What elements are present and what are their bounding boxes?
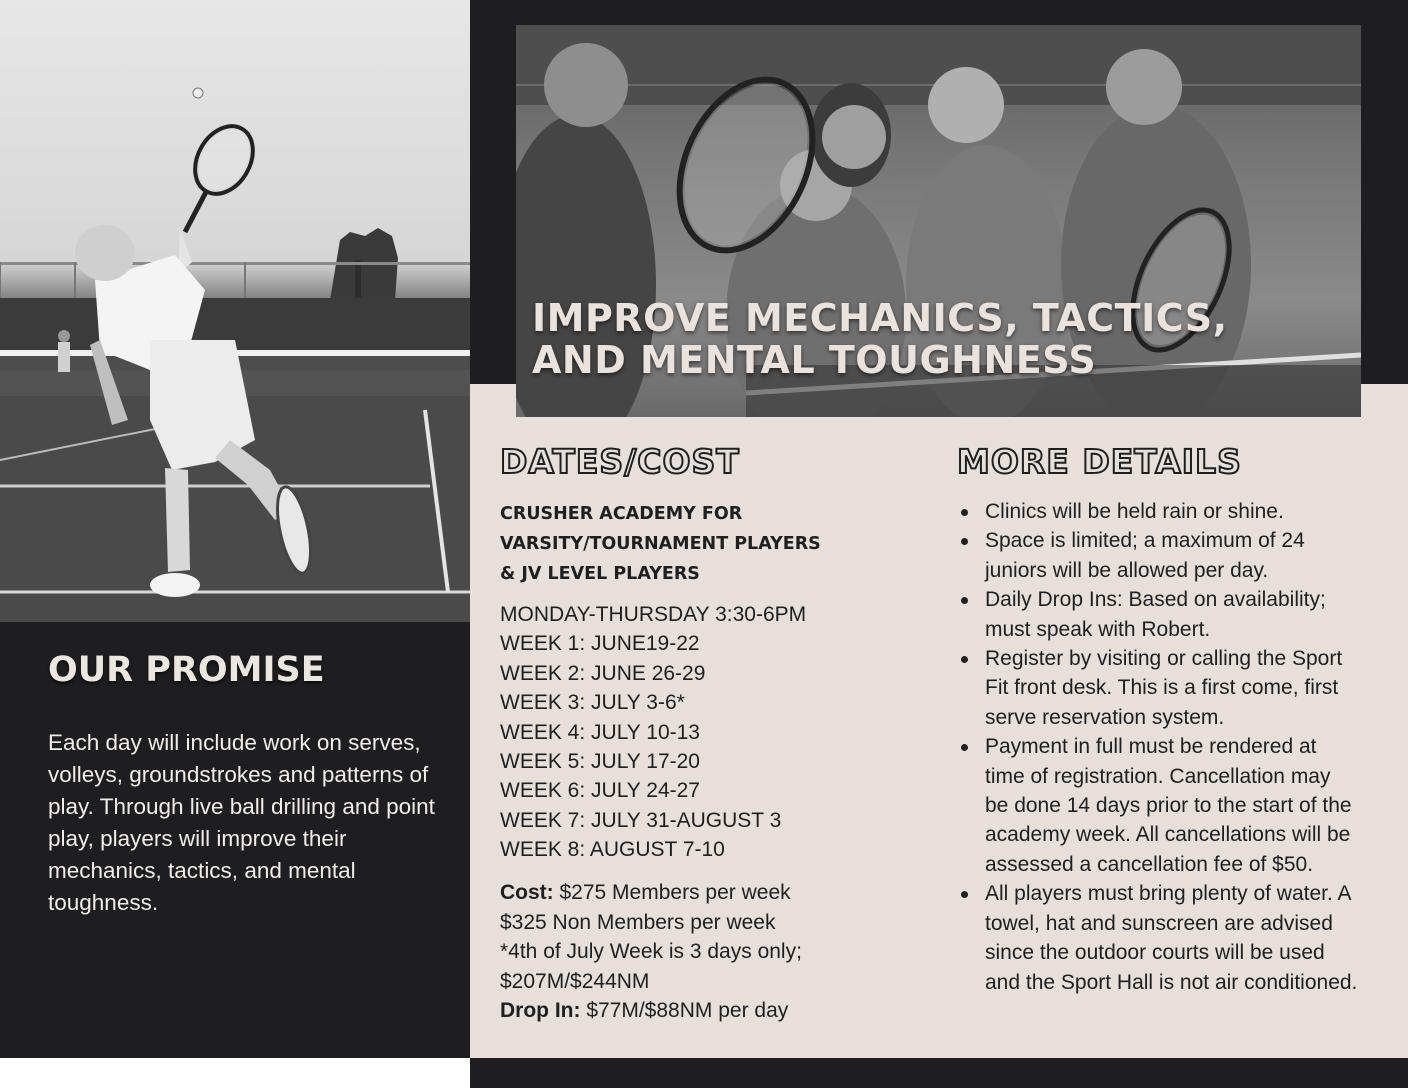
details-line: since the outdoor courts will be used bbox=[985, 941, 1325, 965]
hero-title-line-1: IMPROVE MECHANICS, TACTICS, bbox=[532, 296, 1228, 340]
schedule-week: WEEK 7: JULY 31-AUGUST 3 bbox=[500, 808, 782, 832]
dropin-price: $77M/$88NM per day bbox=[580, 999, 789, 1023]
tennis-serve-photo bbox=[0, 0, 470, 622]
academy-title-line: VARSITY/TOURNAMENT PLAYERS bbox=[500, 534, 821, 554]
details-line: serve reservation system. bbox=[985, 705, 1225, 729]
details-line: Daily Drop Ins: Based on availability; bbox=[985, 588, 1326, 612]
cost-july-note: *4th of July Week is 3 days only; bbox=[500, 940, 802, 964]
details-line: All players must bring plenty of water. A bbox=[985, 882, 1352, 906]
details-line: Clinics will be held rain or shine. bbox=[985, 500, 1284, 523]
details-item bbox=[957, 497, 1397, 526]
cost-member-price: $275 Members per week bbox=[553, 881, 791, 904]
details-line: towel, hat and sunscreen are advised bbox=[985, 911, 1333, 935]
details-item bbox=[957, 585, 1397, 644]
bullet-icon bbox=[961, 891, 968, 898]
junior-players-photo bbox=[516, 25, 1361, 417]
bullet-icon bbox=[961, 597, 968, 604]
bullet-icon bbox=[961, 656, 968, 663]
cost-block bbox=[500, 878, 802, 1026]
schedule-week: WEEK 1: JUNE19-22 bbox=[500, 632, 700, 656]
details-line: be done 14 days prior to the start of the bbox=[985, 794, 1352, 818]
details-item bbox=[957, 526, 1397, 585]
right-bottom-band bbox=[470, 1058, 1408, 1088]
details-line: Space is limited; a maximum of 24 bbox=[985, 529, 1305, 553]
page-bottom-margin bbox=[0, 1058, 470, 1088]
details-list bbox=[957, 497, 1397, 997]
details-line: Fit front desk. This is a first come, first bbox=[985, 676, 1339, 700]
our-promise-heading: OUR PROMISE bbox=[48, 650, 325, 690]
cost-line bbox=[500, 878, 802, 908]
details-line: and the Sport Hall is not air conditioned. bbox=[985, 970, 1358, 994]
academy-title bbox=[500, 499, 880, 589]
cost-label: Cost: bbox=[500, 881, 554, 904]
details-line: academy week. All cancellations will be bbox=[985, 823, 1351, 847]
details-line: assessed a cancellation fee of $50. bbox=[985, 852, 1314, 876]
academy-title-line: CRUSHER ACADEMY FOR bbox=[500, 504, 743, 524]
schedule-week: WEEK 4: JULY 10-13 bbox=[500, 720, 700, 744]
details-line: time of registration. Cancellation may bbox=[985, 764, 1331, 788]
cost-nonmember-price: $325 Non Members per week bbox=[500, 910, 776, 934]
details-item bbox=[957, 879, 1397, 997]
dropin-line bbox=[500, 996, 802, 1026]
dates-cost-heading: DATES/COST bbox=[500, 442, 740, 481]
hero-title-line-2: AND MENTAL TOUGHNESS bbox=[532, 338, 1097, 382]
hero-title bbox=[532, 297, 1228, 381]
more-details-heading: MORE DETAILS bbox=[957, 442, 1242, 481]
details-item bbox=[957, 644, 1397, 732]
schedule-week: WEEK 6: JULY 24-27 bbox=[500, 779, 700, 803]
schedule-days: MONDAY-THURSDAY 3:30-6PM bbox=[500, 603, 807, 626]
cost-july-price: $207M/$244NM bbox=[500, 969, 650, 993]
tennis-serve-illustration bbox=[0, 0, 470, 622]
bullet-icon bbox=[961, 538, 968, 545]
bullet-icon bbox=[961, 744, 968, 751]
details-line: Register by visiting or calling the Sport bbox=[985, 647, 1343, 671]
details-line: Payment in full must be rendered at bbox=[985, 735, 1317, 759]
dropin-label: Drop In: bbox=[500, 999, 581, 1023]
schedule-week: WEEK 3: JULY 3-6* bbox=[500, 691, 685, 715]
details-line: must speak with Robert. bbox=[985, 617, 1211, 641]
details-line: juniors will be allowed per day. bbox=[985, 558, 1269, 582]
our-promise-text: Each day will include work on serves, volleys, groundstrokes and patterns of play. Through live ball drilling and point play, players will improve their mechanics, tactics, and mental toughness. bbox=[48, 730, 435, 915]
schedule-week: WEEK 5: JULY 17-20 bbox=[500, 750, 700, 774]
details-item bbox=[957, 732, 1397, 879]
bullet-icon bbox=[961, 509, 968, 516]
schedule-week: WEEK 2: JUNE 26-29 bbox=[500, 661, 706, 685]
schedule-week: WEEK 8: AUGUST 7-10 bbox=[500, 838, 725, 862]
academy-title-line: & JV LEVEL PLAYERS bbox=[500, 564, 700, 584]
schedule-list bbox=[500, 600, 806, 865]
